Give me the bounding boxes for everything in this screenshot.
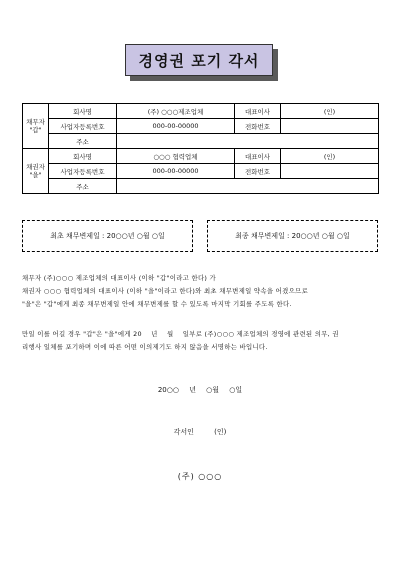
cell-label: 전화번호 — [235, 119, 281, 134]
cell-label: 회사명 — [49, 104, 117, 119]
paragraph-waiver — [22, 328, 378, 354]
cell-value — [117, 179, 379, 194]
creditor-role-cell — [23, 149, 49, 194]
final-repayment-date: 최종 채무변제일 : 20○○년 ○월 ○일 — [235, 232, 350, 240]
paragraph-line: 만일 이를 어길 경우 "갑"은 "을"에게 20 년 월 일부로 (주)○○○ 제조업체의 경영에 관련된 의무, 권 — [22, 330, 339, 338]
cell-label: 대표이사 — [235, 104, 281, 119]
cell-label: 사업자등록번호 — [49, 119, 117, 134]
cell-label: 주소 — [49, 134, 117, 149]
paragraph-line: "을"은 "갑"에게 최종 채무변제일 안에 채무변제를 할 수 있도록 마지막 기회를 주도록 한다. — [22, 300, 292, 308]
cell-label: 회사명 — [49, 149, 117, 164]
seal-mark: (인) — [214, 428, 227, 436]
paragraph-line: 리행사 일체를 포기하며 이에 따른 어떤 이의제기도 하지 않음을 서명하는 바입니다. — [22, 343, 268, 351]
document-title: 경영권 포기 각서 — [125, 44, 273, 76]
cell-value: 000-00-00000 — [117, 164, 235, 179]
party-info-table — [22, 103, 379, 194]
cell-value — [117, 134, 379, 149]
first-repayment-date-box — [22, 220, 193, 252]
cell-value: (인) — [281, 104, 379, 119]
creditor-role-tag: "을" — [29, 171, 42, 179]
table-row — [23, 104, 379, 119]
cell-value: 000-00-00000 — [117, 119, 235, 134]
cell-value — [281, 164, 379, 179]
cell-label: 대표이사 — [235, 149, 281, 164]
debtor-role: 채무자 — [26, 118, 45, 126]
signer-line — [0, 427, 400, 437]
table-row — [23, 149, 379, 164]
signer-company: (주) ○○○ — [177, 472, 223, 481]
table-row — [23, 164, 379, 179]
final-repayment-date-box — [207, 220, 378, 252]
debtor-role-tag: "갑" — [29, 126, 42, 134]
signer-label: 각서인 — [173, 428, 194, 436]
cell-value: (인) — [281, 149, 379, 164]
debtor-role-cell — [23, 104, 49, 149]
cell-label: 주소 — [49, 179, 117, 194]
cell-value — [281, 119, 379, 134]
table-row — [23, 119, 379, 134]
cell-label: 사업자등록번호 — [49, 164, 117, 179]
cell-value: ○○○ 협력업체 — [117, 149, 235, 164]
cell-label: 전화번호 — [235, 164, 281, 179]
paragraph-line: 채권자 ○○○ 협력업체의 대표이사 (이하 "을"이라고 한다)와 최초 채무변제일 약속을 어겼으므로 — [22, 287, 309, 295]
cell-value: (주) ○○○제조업체 — [117, 104, 235, 119]
table-row — [23, 179, 379, 194]
paragraph-agreement — [22, 272, 378, 311]
first-repayment-date: 최초 채무변제일 : 20○○년 ○월 ○일 — [50, 232, 165, 240]
table-row — [23, 134, 379, 149]
signature-date: 20○○ 년 ○월 ○일 — [157, 386, 243, 394]
paragraph-line: 채무자 (주)○○○ 제조업체의 대표이사 (이하 "갑"이라고 한다) 가 — [22, 274, 217, 282]
creditor-role: 채권자 — [26, 163, 45, 171]
